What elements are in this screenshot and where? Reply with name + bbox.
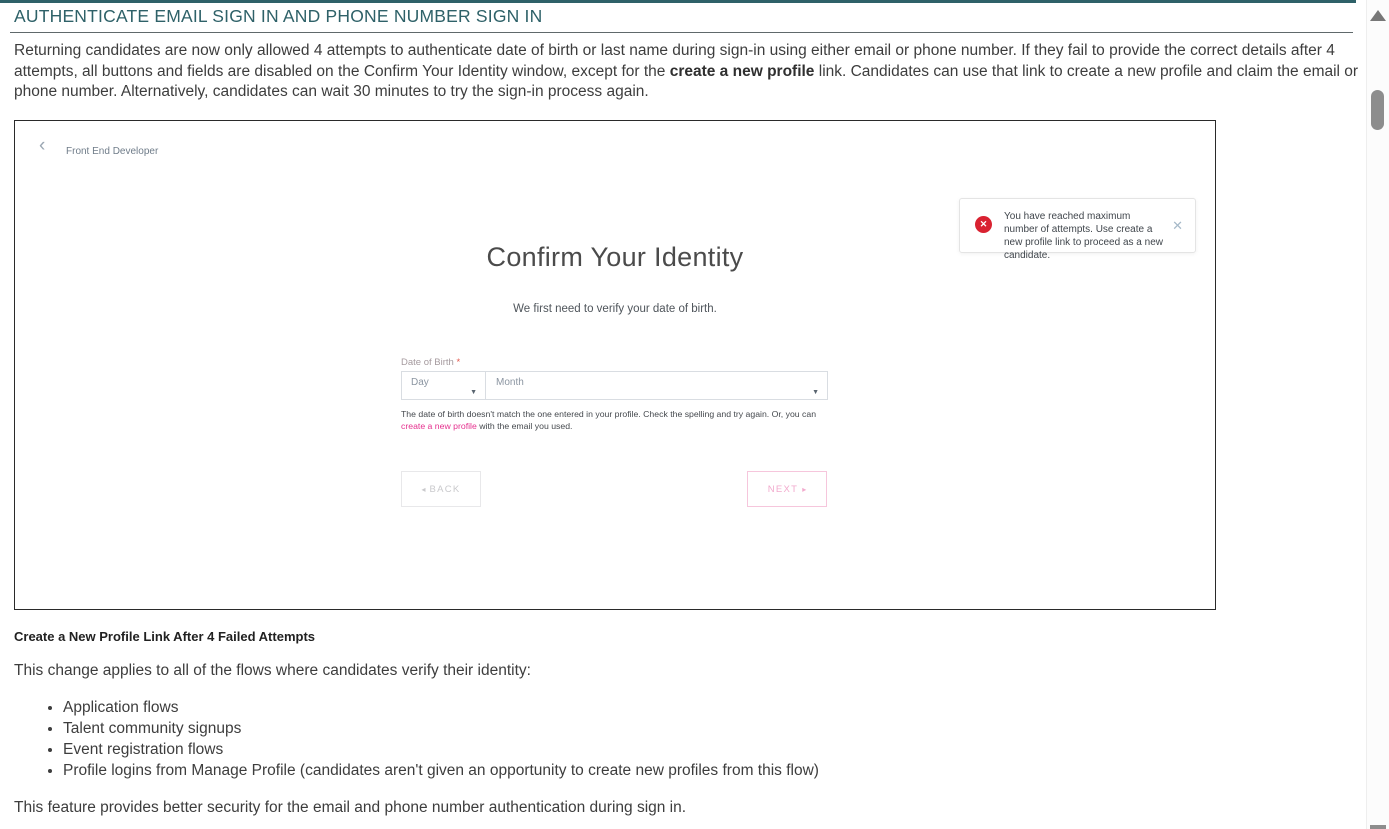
next-button[interactable] xyxy=(747,471,827,507)
next-arrow-icon: ▸ xyxy=(802,484,807,494)
dob-field xyxy=(401,371,828,400)
chevron-down-icon: ▼ xyxy=(470,389,477,396)
scroll-down-arrow-icon[interactable] xyxy=(1370,825,1386,829)
intro-text-before: Returning candidates are now only allowed 4 attempts to authenticate date of birth or last name during sign-in using either email or phone number. If they fail to provide the correct details after 4 attempts, all buttons and fields are disabled on the Confirm Your Identity window, except for the xyxy=(14,42,1335,80)
intro-paragraph xyxy=(14,41,1370,103)
error-x-glyph: ✕ xyxy=(979,219,988,229)
required-asterisk: * xyxy=(456,357,461,368)
scroll-up-arrow-icon[interactable] xyxy=(1370,10,1386,21)
dob-label xyxy=(401,357,460,368)
back-button[interactable] xyxy=(401,471,481,507)
create-profile-bold-text: create a new profile xyxy=(669,62,815,80)
back-chevron-icon[interactable]: ‹ xyxy=(39,135,46,156)
screenshot-figure xyxy=(14,120,1216,610)
error-text-before: The date of birth doesn't match the one entered in your profile. Check the spelling and try again. Or, you can xyxy=(401,409,817,419)
toast-message: You have reached maximum number of attempts. Use create a new profile link to proceed as a new candidate. xyxy=(1004,211,1163,261)
scrollbar-thumb[interactable] xyxy=(1371,90,1384,130)
dob-label-text: Date of Birth xyxy=(401,357,454,368)
closing-paragraph: This feature provides better security for the email and phone number authentication during sign in. xyxy=(14,799,687,816)
chevron-down-icon: ▼ xyxy=(812,389,819,396)
error-text-after: with the email you used. xyxy=(476,421,573,431)
flows-intro-paragraph: This change applies to all of the flows where candidates verify their identity: xyxy=(14,662,531,679)
intro-text-after: link. Candidates can use that link to create a new profile and claim the email or phone number. Alternatively, candidates can wait 30 minutes to try the sign-in process again. xyxy=(14,62,1359,101)
back-arrow-icon: ◂ xyxy=(421,484,426,494)
back-button-label: BACK xyxy=(429,483,461,495)
list-item: • Talent community signups xyxy=(63,718,819,739)
identity-subtitle: We first need to verify your date of birth. xyxy=(513,303,717,315)
day-placeholder: Day xyxy=(411,377,429,388)
list-item: • Profile logins from Manage Profile (candidates aren't given an opportunity to create new profiles from this flow) xyxy=(63,760,819,781)
figure-caption: Create a New Profile Link After 4 Failed Attempts xyxy=(14,629,315,644)
list-item: • Application flows xyxy=(63,697,819,718)
close-icon[interactable]: ✕ xyxy=(1172,218,1183,233)
next-button-label: NEXT xyxy=(767,483,799,495)
scrollbar[interactable] xyxy=(1366,0,1389,829)
dob-error-message xyxy=(401,408,830,432)
section-heading-link[interactable]: AUTHENTICATE EMAIL SIGN IN AND PHONE NUMBER SIGN IN xyxy=(10,3,1353,33)
month-placeholder: Month xyxy=(496,377,524,388)
breadcrumb-job-title[interactable]: Front End Developer xyxy=(66,146,159,157)
flows-list xyxy=(14,697,819,781)
error-icon xyxy=(975,216,992,233)
month-select[interactable] xyxy=(487,372,827,399)
list-item: • Event registration flows xyxy=(63,739,819,760)
create-profile-link[interactable]: create a new profile xyxy=(401,421,477,431)
identity-title: Confirm Your Identity xyxy=(486,242,744,272)
day-select[interactable] xyxy=(402,372,486,399)
